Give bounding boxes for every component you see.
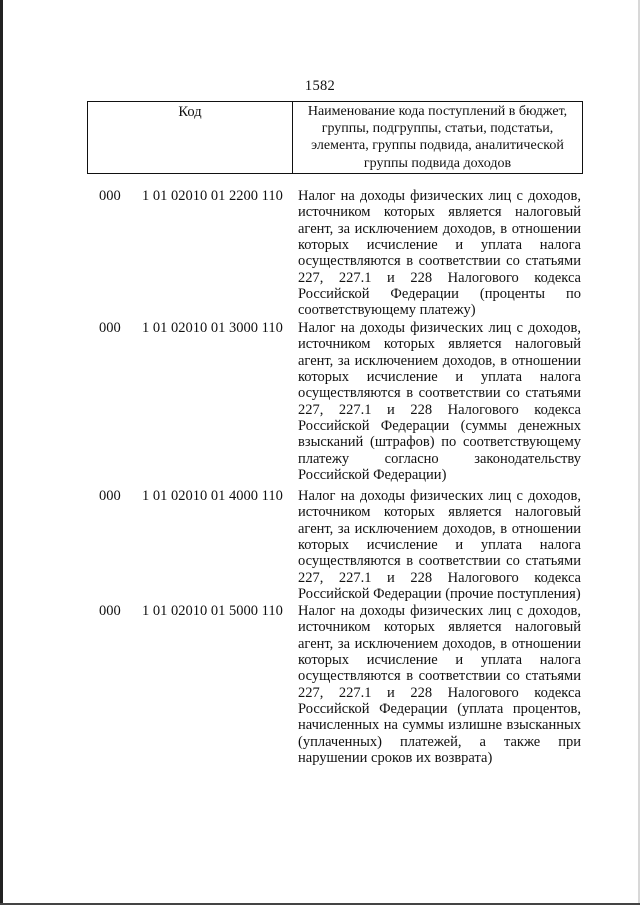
revenue-description: Налог на доходы физических лиц с доходов, источником которых является налоговый агент, за исключением доходов, в отношении которых исчисление и уплата налога осуществляются в соответствии со статьями 227, 227.1 и 228 Налогового кодекса Российской Федерации (уплата процентов, начисленных на суммы излишне взысканных (уплаченных) платежей, а также при нарушении сроков их возврата)	[298, 603, 581, 767]
table-header	[87, 101, 583, 174]
revenue-code: 1 01 02010 01 4000 110	[142, 488, 283, 504]
revenue-code: 1 01 02010 01 2200 110	[142, 188, 283, 204]
header-code-label: Код	[88, 102, 293, 173]
revenue-code: 1 01 02010 01 3000 110	[142, 320, 283, 336]
revenue-description: Налог на доходы физических лиц с доходов, источником которых является налоговый агент, за исключением доходов, в отношении которых исчисление и уплата налога осуществляются в соответствии со статьями 227, 227.1 и 228 Налогового кодекса Российской Федерации (проценты по соответствующему платежу)	[298, 188, 581, 319]
scan-border-left	[0, 0, 3, 905]
revenue-description: Налог на доходы физических лиц с доходов, источником которых является налоговый агент, за исключением доходов, в отношении которых исчисление и уплата налога осуществляются в соответствии со статьями 227, 227.1 и 228 Налогового кодекса Российской Федерации (суммы денежных взысканий (штрафов) по соответствующему платежу согласно законодательству Российской Федерации)	[298, 320, 581, 484]
admin-code: 000	[99, 488, 121, 504]
revenue-description: Налог на доходы физических лиц с доходов, источником которых является налоговый агент, за исключением доходов, в отношении которых исчисление и уплата налога осуществляются в соответствии со статьями 227, 227.1 и 228 Налогового кодекса Российской Федерации (прочие поступления)	[298, 488, 581, 603]
admin-code: 000	[99, 188, 121, 204]
revenue-code: 1 01 02010 01 5000 110	[142, 603, 283, 619]
admin-code: 000	[99, 603, 121, 619]
header-name-label: Наименование кода поступлений в бюджет, группы, подгруппы, статьи, подстатьи, элемента, группы подвида, аналитической группы подвида доходов	[307, 104, 568, 171]
admin-code: 000	[99, 320, 121, 336]
page-number: 1582	[304, 78, 336, 94]
